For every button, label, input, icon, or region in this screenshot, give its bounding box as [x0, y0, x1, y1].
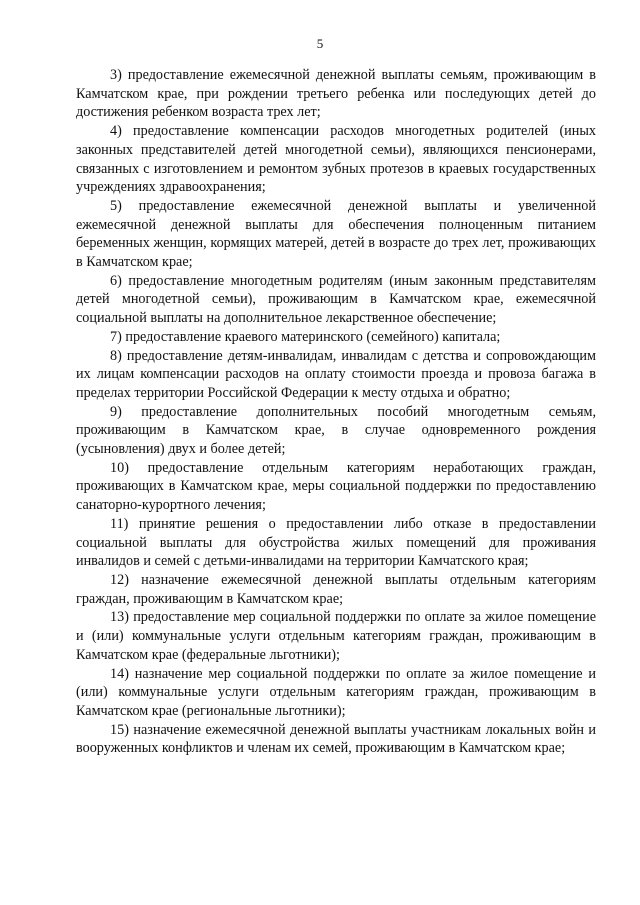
list-item: 10) предоставление отдельным категориям неработающих граждан, проживающих в Камчатском крае, меры социальной поддержки по предоставлению санаторно-курортного лечения; [76, 459, 596, 514]
list-item: 4) предоставление компенсации расходов многодетных родителей (иных законных представителей детей многодетной семьи), являющихся пенсионерами, связанных с изготовлением и ремонтом зубных протезов в краевых государственных учреждениях здравоохранения; [76, 123, 596, 196]
list-item: 11) принятие решения о предоставлении либо отказе в предоставлении социальной выплаты для обустройства жилых помещений для проживания инвалидов и семей с детьми-инвалидами на территории Камчатского края; [76, 515, 596, 570]
document-body [76, 66, 596, 758]
list-item: 5) предоставление ежемесячной денежной выплаты и увеличенной ежемесячной денежной выплаты для обеспечения полноценным питанием беременных женщин, кормящих матерей, детей в возрасте до трех лет, проживающих в Камчатском крае; [76, 197, 596, 271]
list-item: 15) назначение ежемесячной денежной выплаты участникам локальных войн и вооруженных конфликтов и членам их семей, проживающим в Камчатском крае; [76, 721, 596, 757]
list-item: 8) предоставление детям-инвалидам, инвалидам с детства и сопровождающим их лицам компенсации расходов на оплату стоимости проезда и провоза багажа в пределах территории Российской Федерации к месту отдыха и обратно; [76, 347, 596, 401]
list-item: 13) предоставление мер социальной поддержки по оплате за жилое помещение и (или) коммунальные услуги отдельным категориям граждан, проживающим в Камчатском крае (федеральные льготники); [76, 609, 596, 663]
list-item: 3) предоставление ежемесячной денежной выплаты семьям, проживающим в Камчатском крае, при рождении третьего ребенка или последующих детей до достижения ребенком возраста трех лет; [76, 67, 596, 121]
list-item: 7) предоставление краевого материнского (семейного) капитала; [110, 328, 501, 345]
list-item: 9) предоставление дополнительных пособий многодетным семьям, проживающим в Камчатском крае, в случае одновременного рождения (усыновления) двух и более детей; [76, 403, 596, 458]
list-item: 12) назначение ежемесячной денежной выплаты отдельным категориям граждан, проживающим в Камчатском крае; [76, 571, 596, 607]
list-item: 6) предоставление многодетным родителям (иным законным представителям детей многодетной семьи), проживающим в Камчатском крае, ежемесячной социальной выплаты на дополнительное лекарственное обеспечение; [76, 272, 596, 327]
page-number: 5 [316, 36, 324, 51]
list-item: 14) назначение мер социальной поддержки по оплате за жилое помещение и (или) коммунальные услуги отдельным категориям граждан, проживающим в Камчатском крае (региональные льготники); [76, 665, 596, 719]
